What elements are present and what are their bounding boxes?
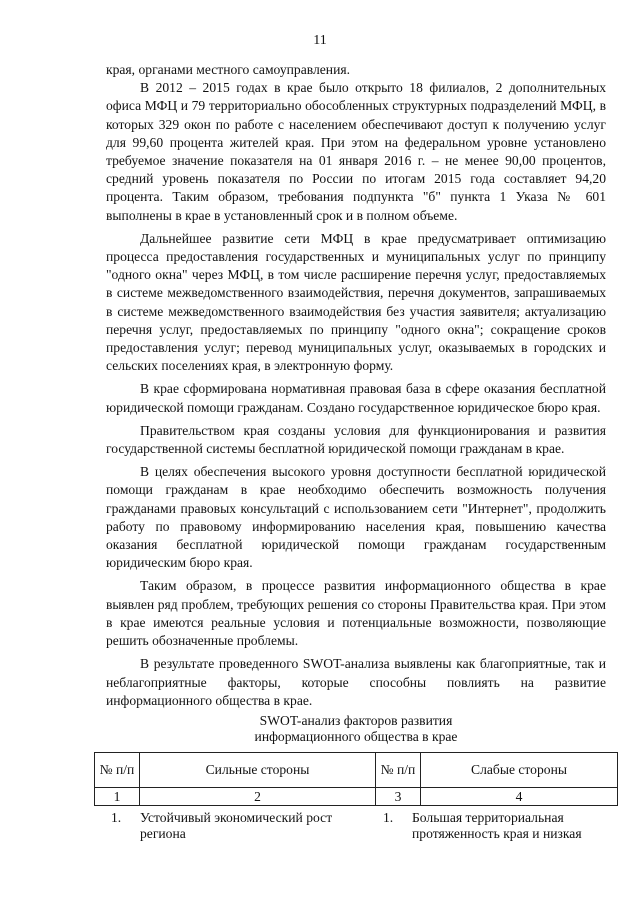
- table-header-row: [95, 753, 618, 788]
- table-title: [106, 713, 606, 745]
- row-number-right: 1.: [383, 810, 394, 825]
- table-title-line-2: информационного общества в крае: [254, 729, 458, 744]
- paragraph-6: В целях обеспечения высокого уровня доступности бесплатной юридической помощи гражданам в крае необходимо обеспечить возможность получения гражданами правовых консультаций с использованием сети "Интернет", продолжить работу по правовому информированию населения края, повышению качества оказания бесплатной юридической помощи гражданам государственным юридическим бюро края.: [106, 464, 606, 571]
- column-number-1: 1: [95, 788, 140, 806]
- header-strengths: Сильные стороны: [140, 753, 376, 788]
- column-number-3: 3: [376, 788, 421, 806]
- column-number-4: 4: [421, 788, 618, 806]
- document-body: [106, 61, 606, 710]
- header-number-right: № п/п: [376, 753, 421, 788]
- column-number-2: 2: [140, 788, 376, 806]
- table-title-line-1: SWOT-анализ факторов развития: [259, 713, 453, 728]
- paragraph-3: Дальнейшее развитие сети МФЦ в крае предусматривает оптимизацию процесса предоставления государственных и муниципальных услуг по принципу "одного окна" через МФЦ, в том числе расширение перечня услуг, предоставляемых в системе межведомственного взаимодействия, перечня документов, запрашиваемых в системе межведомственного взаимодействия без участия заявителя; актуализацию перечня услуг, предоставляемых по принципу "одного окна"; сокращение сроков предоставления услуг; перевод муниципальных услуг, оказываемых в городских и сельских поселениях края, в электронную форму.: [106, 230, 606, 374]
- strength-cell: Устойчивый экономический рост региона: [140, 810, 333, 841]
- header-number-left: № п/п: [95, 753, 140, 788]
- paragraph-1: края, органами местного самоуправления.: [106, 62, 350, 77]
- paragraph-5: Правительством края созданы условия для функционирования и развития государственной системы бесплатной юридической помощи гражданам в крае.: [106, 422, 606, 457]
- table-numbering-row: [95, 788, 618, 806]
- paragraph-8: В результате проведенного SWOT-анализа выявлены как благоприятные, так и неблагоприятные факторы, которые способны повлиять на развитие информационного общества в крае.: [106, 656, 606, 708]
- header-weaknesses: Слабые стороны: [421, 753, 618, 788]
- paragraph-4: В крае сформирована нормативная правовая база в сфере оказания бесплатной юридической помощи гражданам. Создано государственное юридическое бюро края.: [106, 381, 606, 415]
- paragraph-2: В 2012 – 2015 годах в крае было открыто 18 филиалов, 2 дополнительных офиса МФЦ и 79 территориально обособленных структурных подразделений МФЦ, в которых 329 окон по работе с населением обеспечивают доступ к получению услуг для 99,60 процента жителей края. При этом на федеральном уровне установлено требуемое значение показателя на 01 января 2016 г. – не менее 90,00 процентов, средний уровень показателя по России по итогам 2015 года составляет 94,20 процента. Таким образом, требования подпункта "б" пункта 1 Указа № 601 выполнены в крае в установленный срок и в полном объеме.: [106, 80, 606, 223]
- page-number: 11: [313, 33, 327, 48]
- weakness-cell: Большая территориальная протяженность края и низкая: [412, 810, 582, 841]
- swot-table: [94, 752, 618, 806]
- row-number-left: 1.: [111, 810, 122, 825]
- paragraph-7: Таким образом, в процессе развития информационного общества в крае выявлен ряд проблем, требующих решения со стороны Правительства края. При этом в крае имеются реальные условия и потенциальные возможности, позволяющие решить обозначенные проблемы.: [106, 578, 606, 649]
